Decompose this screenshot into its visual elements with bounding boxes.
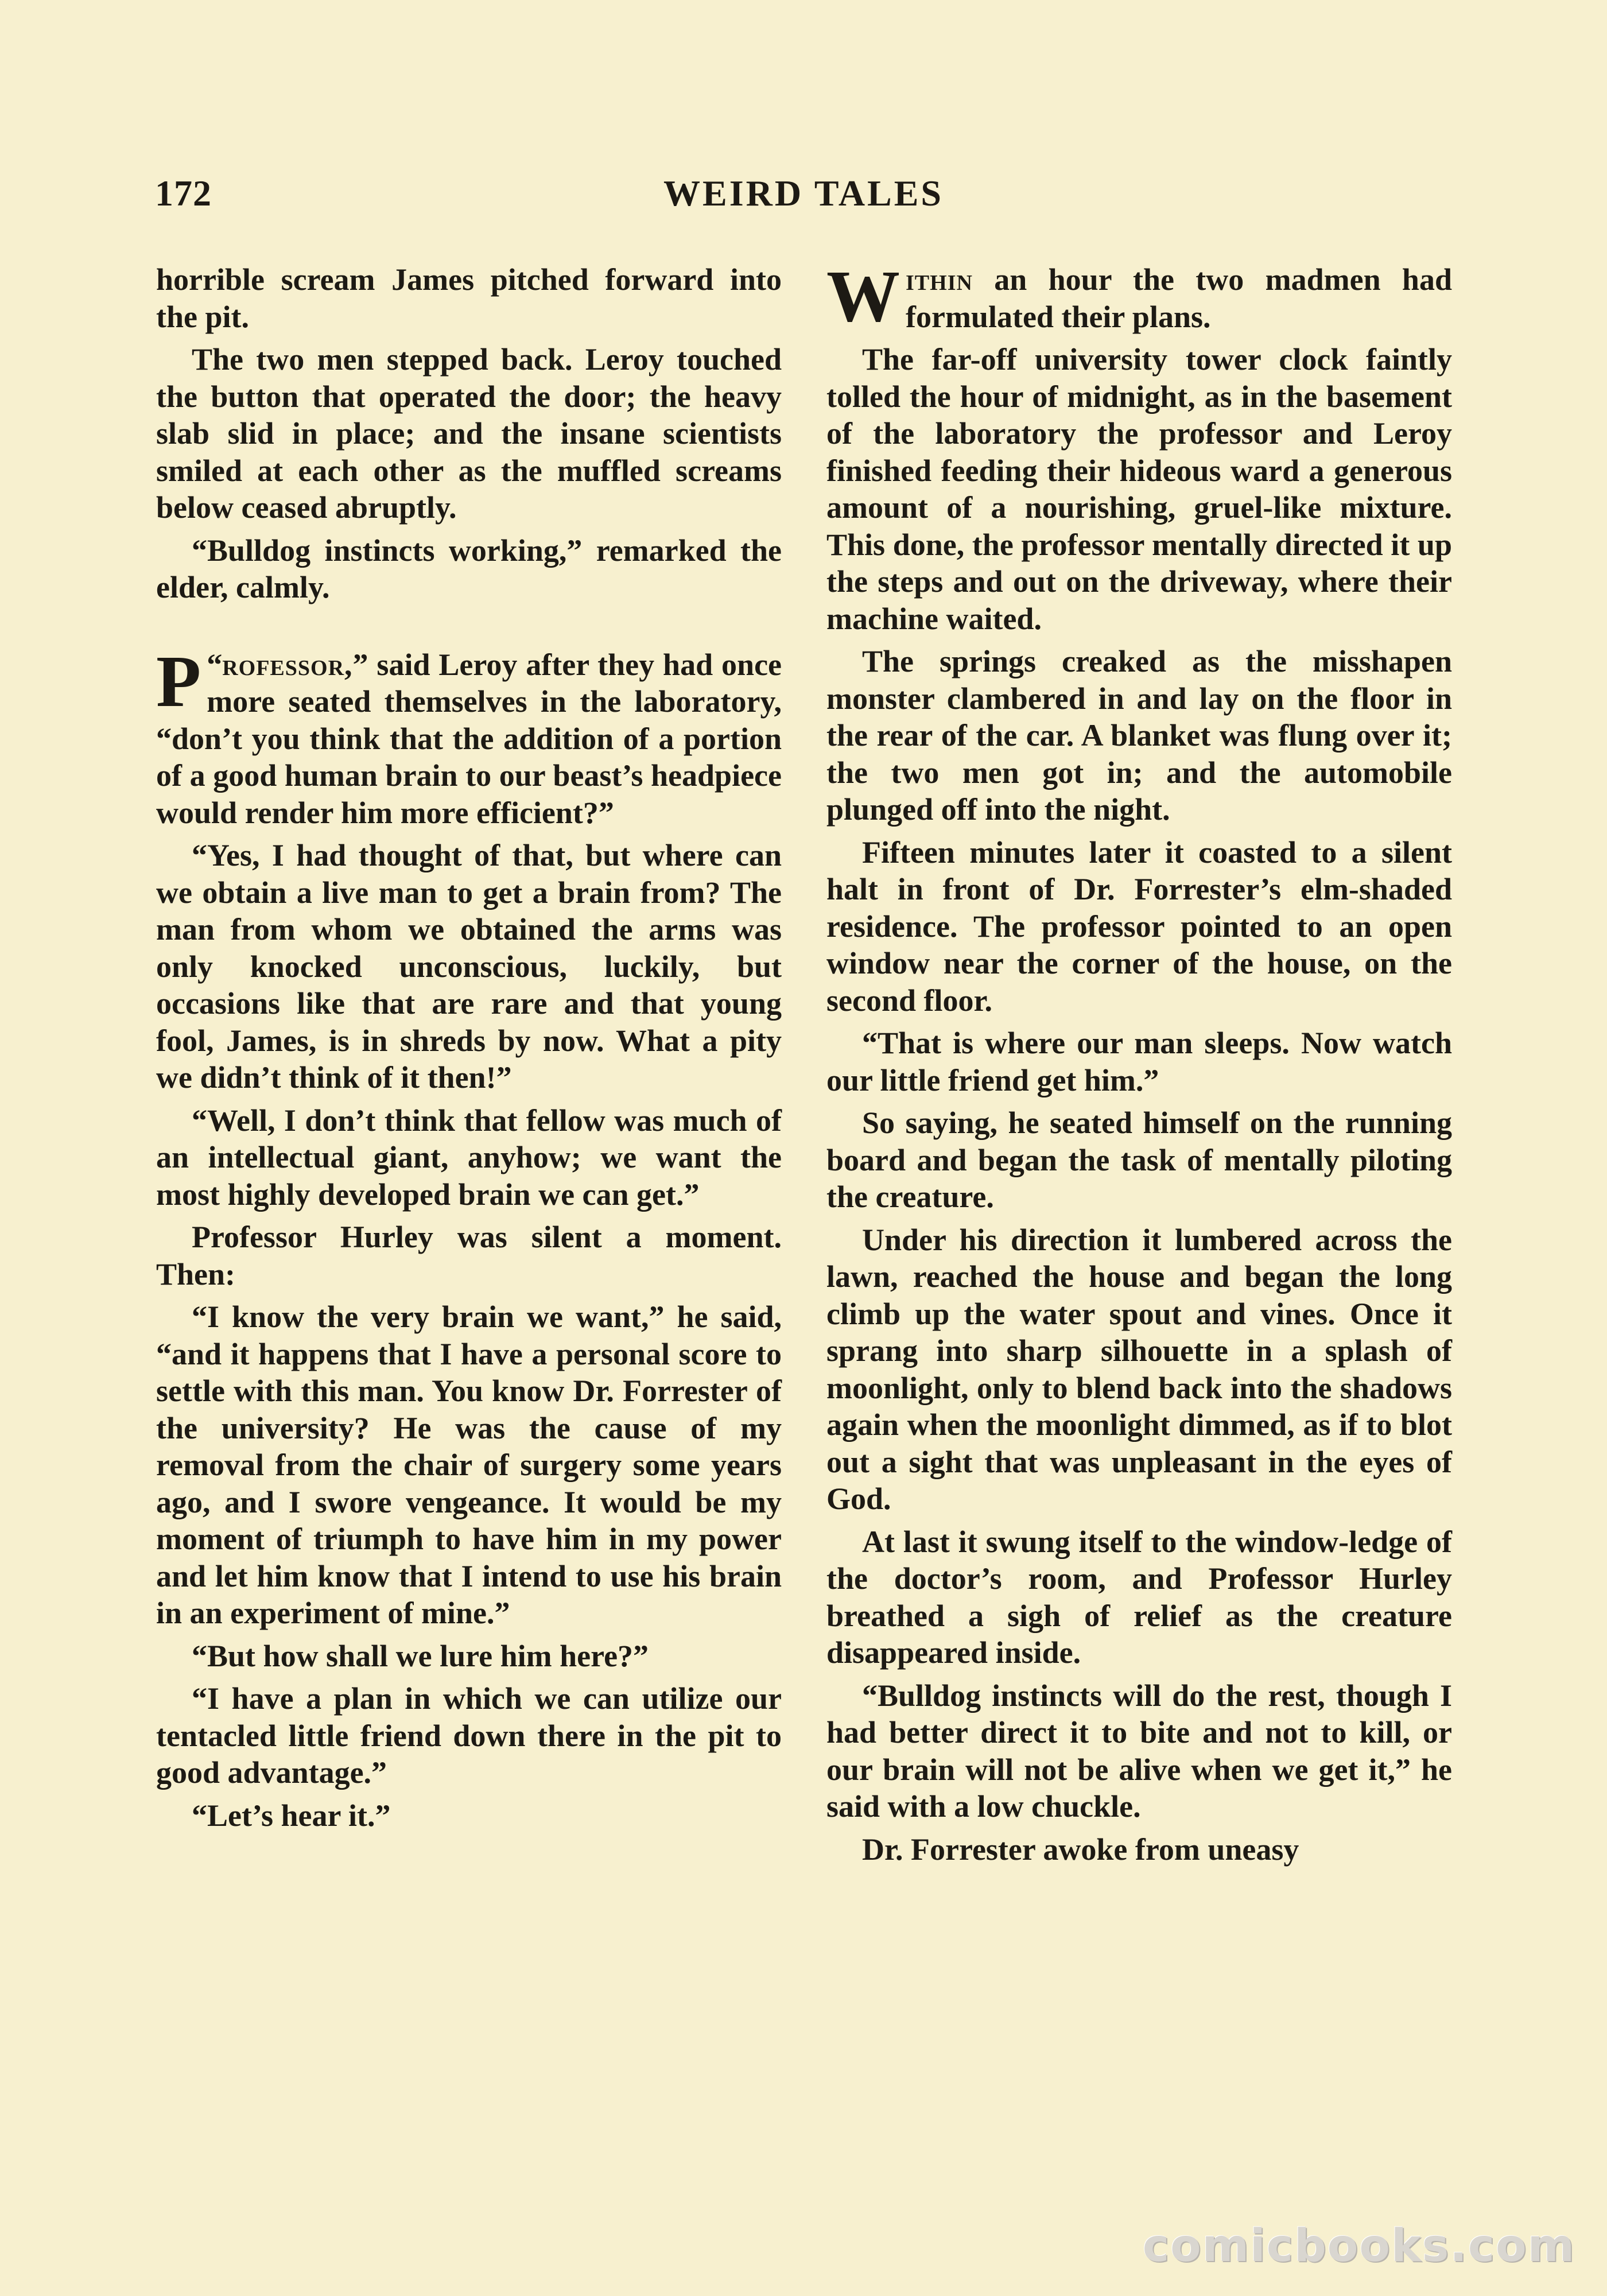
paragraph: “I know the very brain we want,” he said, “and it happens that I have a personal score to settle with this man. You know Dr. Forrester of the university? He was the cause of my removal from the chair of surgery some years ago, and I swore vengeance. It would be my moment of triumph to have him in my power and let him know that I intend to use his brain in an experiment of mine.” [156,1300,782,1630]
opening-quote: “ [207,647,223,682]
running-title: WEIRD TALES [663,173,944,214]
paragraph: At last it swung itself to the window-ledge of the doctor’s room, and Professor Hurley breathed a sigh of relief as the creature disappeared inside. [826,1524,1452,1670]
paragraph-text: an hour the two madmen had formulated their plans. [906,262,1452,334]
paragraph: “Bulldog instincts will do the rest, though I had better direct it to bite and not to kill, or our brain will not be alive when we get it,” he said with a low chuckle. [826,1678,1452,1824]
right-column [826,255,1452,1874]
paragraph: So saying, he seated himself on the running board and began the task of mentally piloting the creature. [826,1106,1452,1214]
paragraph: The springs creaked as the misshapen monster clambered in and lay on the floor in the rear of the car. A blanket was flung over it; the two men got in; and the automobile plunged off into the night. [826,644,1452,827]
paragraph: The far-off university tower clock faintly tolled the hour of midnight, as in the basement of the laboratory the professor and Leroy finished feeding their hideous ward a generous amount of a nourishing, gruel-like mixture. This done, the professor mentally directed it up the steps and out on the driveway, where their machine waited. [826,342,1452,636]
section-opening-paragraph [826,255,1452,337]
paragraph: horrible scream James pitched forward into the pit. [156,262,782,334]
paragraph: “Yes, I had thought of that, but where can we obtain a live man to get a brain from? The man from whom we obtained the arms was only knocked unconscious, luckily, but occasions like that are rare and that young fool, James, is in shreds by now. What a pity we didn’t think of it then!” [156,838,782,1095]
drop-cap: P [156,640,201,722]
page-number: 172 [155,173,212,214]
paragraph: Professor Hurley was silent a moment. Then: [156,1220,782,1292]
paragraph: “But how shall we lure him here?” [192,1638,649,1673]
paragraph: Fifteen minutes later it coasted to a silent halt in front of Dr. Forrester’s elm-shaded residence. The professor pointed to an open window near the corner of the house, on the second floor. [826,835,1452,1018]
small-caps-lead: ithin [906,262,973,297]
section-opening-paragraph [156,640,782,832]
paragraph-text: ” said Leroy after they had once more seated themselves in the laboratory, “don’t you think that the addition of a portion of a good human brain to our beast’s headpiece would render him more efficient?” [156,647,782,830]
page-header [155,172,1452,224]
paragraph: “Well, I don’t think that fellow was much of an intellectual giant, anyhow; we want the most highly developed brain we can get.” [156,1103,782,1212]
paragraph: “Let’s hear it.” [192,1798,391,1833]
small-caps-lead: rofessor, [222,647,353,682]
paragraph: Dr. Forrester awoke from uneasy [862,1832,1299,1867]
paragraph: “I have a plan in which we can utilize our tentacled little friend down there in the pit to good advantage.” [156,1681,782,1790]
watermark-logo: comicbooks.com [1142,2220,1575,2272]
paragraph: Under his direction it lumbered across the lawn, reached the house and began the long climb up the water spout and vines. Once it sprang into sharp silhouette in a splash of moonlight, only to blend back into the shadows again when the moonlight dimmed, as if to blot out a sight that was unpleasant in the eyes of God. [826,1222,1452,1516]
paragraph: “Bulldog instincts working,” remarked the elder, calmly. [156,533,782,604]
left-column [156,261,782,1840]
paragraph: The two men stepped back. Leroy touched the button that operated the door; the heavy slab slid in place; and the insane scientists smiled at each other as the muffled screams below ceased abruptly. [156,342,782,525]
paragraph: “That is where our man sleeps. Now watch our little friend get him.” [826,1026,1452,1097]
drop-cap: W [826,255,900,337]
